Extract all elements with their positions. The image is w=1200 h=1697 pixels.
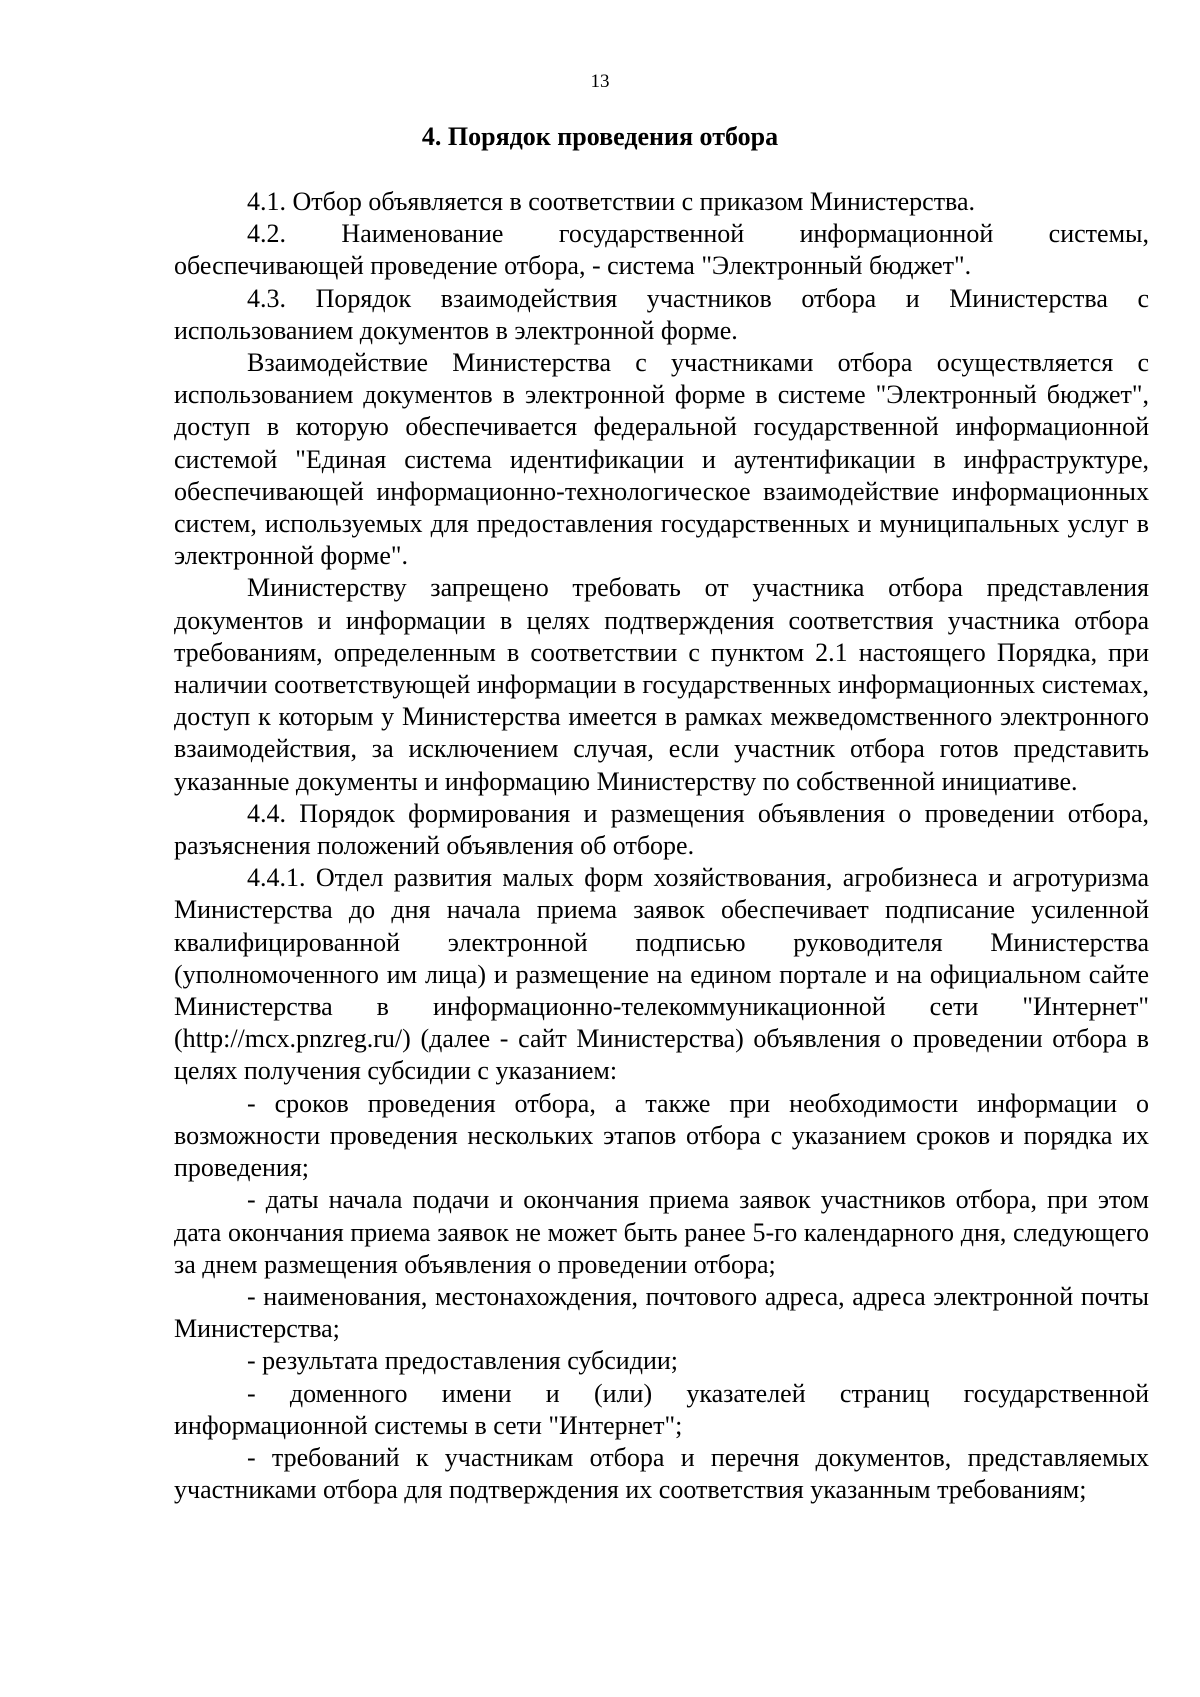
list-item-domain: - доменного имени и (или) указателей страниц государственной информационной системы в сети "Интернет";	[174, 1378, 1149, 1440]
list-item-requirements: - требований к участникам отбора и перечня документов, представляемых участниками отбора для подтверждения их соответствия указанным требованиям;	[174, 1442, 1149, 1505]
paragraph-prohibition: Министерству запрещено требовать от участника отбора представления документов и информации в целях подтверждения соответствия участника отбора требованиям, определенным в соответствии с пунктом 2.1 настоящего Порядка, при наличии соответствующей информации в государственных информационных системах, доступ к которым у Министерства имеется в рамках межведомственного электронного взаимодействия, за исключением случая, если участник отбора готов представить указанные документы и информацию Министерству по собственной инициативе.	[174, 573, 1149, 796]
paragraph-4-4-1: 4.4.1. Отдел развития малых форм хозяйствования, агробизнеса и агротуризма Министерства до дня начала приема заявок обеспечивает подписание усиленной квалифицированной электронной подписью руководителя Министерства (уполномоченного им лица) и размещение на едином портале и на официальном сайте Министерства в информационно-телекоммуникационной сети "Интернет" (http://mcx.pnzreg.ru/) (далее - сайт Министерства) объявления о проведении отбора в целях получения субсидии с указанием:	[174, 863, 1149, 1086]
document-body	[174, 186, 1149, 1506]
paragraph-interaction: Взаимодействие Министерства с участниками отбора осуществляется с использованием документов в электронной форме в системе "Электронный бюджет", доступ в которую обеспечивается федеральной государственной информационной системой "Единая система идентификации и аутентификации в инфраструктуре, обеспечивающей информационно-технологическое взаимодействие информационных систем, используемых для предоставления государственных и муниципальных услуг в электронной форме".	[174, 348, 1149, 571]
list-item-contacts: - наименования, местонахождения, почтового адреса, адреса электронной почты Министерства;	[174, 1281, 1149, 1344]
paragraph-4-3: 4.3. Порядок взаимодействия участников отбора и Министерства с использованием документов в электронной форме.	[174, 283, 1149, 345]
list-item-dates: - даты начала подачи и окончания приема заявок участников отбора, при этом дата окончания приема заявок не может быть ранее 5-го календарного дня, следующего за днем размещения объявления о проведении отбора;	[174, 1185, 1149, 1279]
page-number: 13	[590, 71, 610, 92]
list-item-deadlines: - сроков проведения отбора, а также при необходимости информации о возможности проведения нескольких этапов отбора с указанием сроков и порядка их проведения;	[174, 1088, 1149, 1183]
paragraph-4-2: 4.2. Наименование государственной информационной системы, обеспечивающей проведение отбора, - система "Электронный бюджет".	[174, 219, 1149, 281]
list-item-result: - результата предоставления субсидии;	[247, 1346, 679, 1376]
section-title: 4. Порядок проведения отбора	[421, 122, 779, 151]
paragraph-4-1: 4.1. Отбор объявляется в соответствии с приказом Министерства.	[247, 187, 976, 216]
paragraph-4-4: 4.4. Порядок формирования и размещения объявления о проведении отбора, разъяснения положений объявления об отборе.	[174, 798, 1149, 861]
